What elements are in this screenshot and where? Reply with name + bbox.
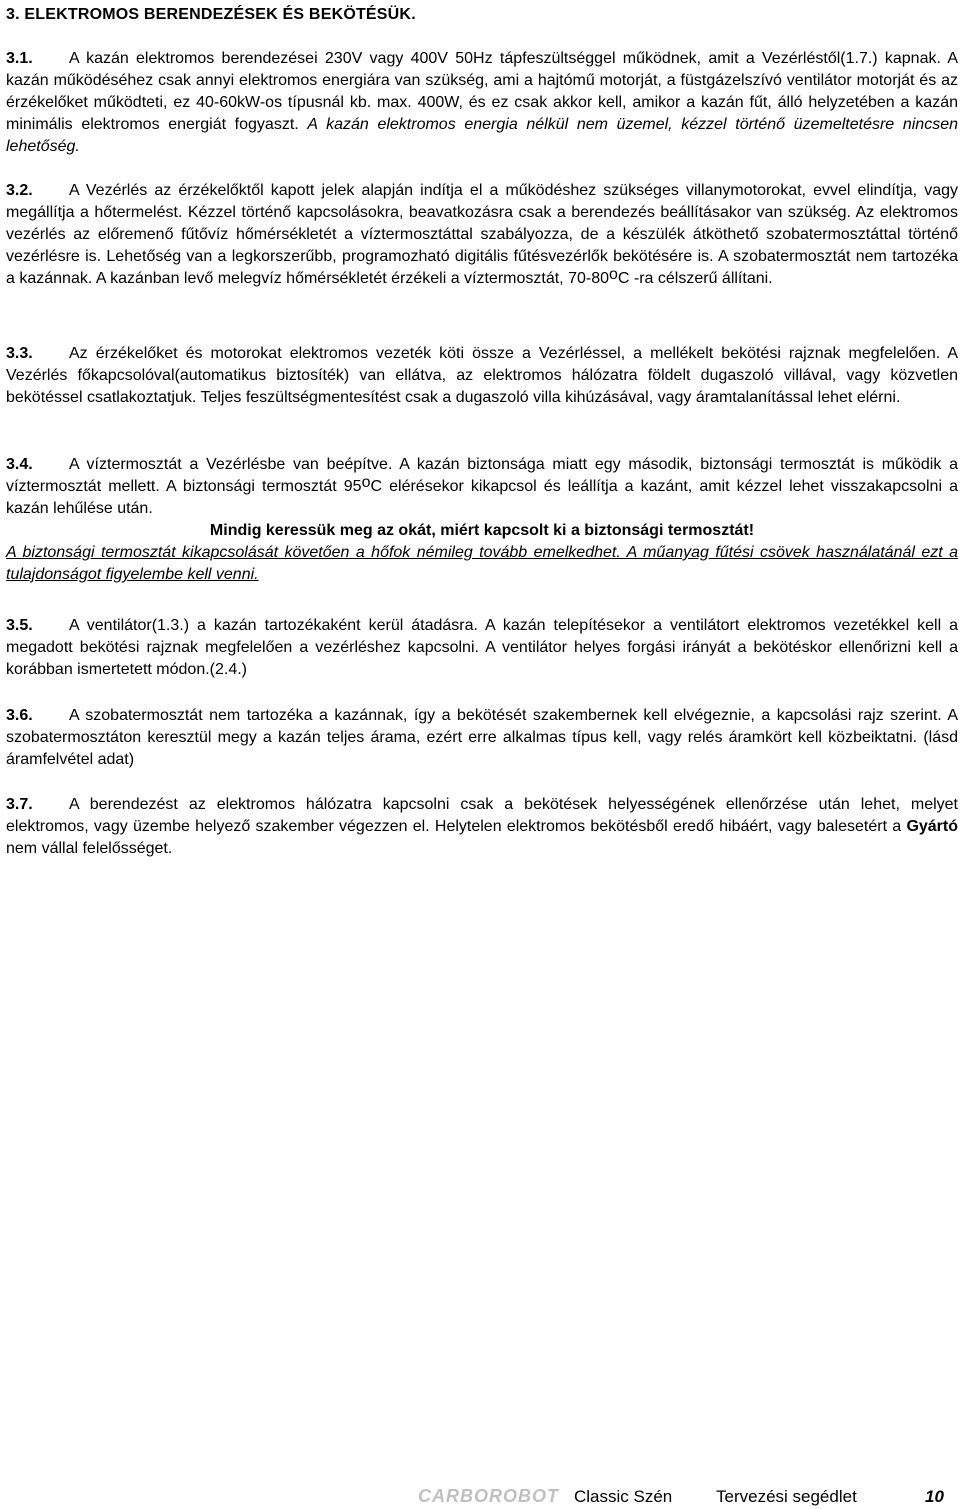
safety-note: A biztonsági termosztát kikapcsolását követően a hőfok némileg tovább emelkedhet. A műanyag fűtési csövek használatánál ezt a tulajdonságot figyelembe kell venni.	[6, 544, 958, 583]
section-text: A berendezést az elektromos hálózatra kapcsolni csak a bekötések helyességének ellenőrzése után lehet, melyet elektromos, vagy üzembe helyező szakember végezzen el. Helytelen elektromos bekötésből eredő hibáért, vagy balesetért a	[6, 796, 958, 835]
chapter-heading: 3. ELEKTROMOS BERENDEZÉSEK ÉS BEKÖTÉSÜK.	[6, 6, 416, 23]
section-3-5	[6, 615, 958, 681]
section-3-6	[6, 705, 958, 771]
manufacturer-label: Gyártó	[906, 818, 959, 835]
section-text-tail: nem vállal felelősséget.	[6, 840, 173, 857]
section-text-tail: C -ra célszerű állítani.	[617, 270, 773, 287]
section-text: A szobatermosztát nem tartozéka a kazánnak, így a bekötését szakembernek kell elvégeznie, a kapcsolási rajz szerint. A szobatermosztáton keresztül megy a kazán teljes árama, ezért erre alkalmas típus kell, vagy relés áramkört kell közbeiktatni. (lásd áramfelvétel adat)	[6, 707, 958, 768]
document-type: Tervezési segédlet	[716, 1487, 857, 1506]
section-number: 3.6.	[6, 707, 33, 724]
section-text: A kazán elektromos berendezései 230V vagy 400V 50Hz tápfeszültséggel működnek, amit a Vezérléstől(1.7.) kapnak. A kazán működéséhez csak annyi elektromos energiára van szükség, ami a hajtómű motorját, a füstgázelszívó ventilátor motorját és az érzékelőket működteti, ez 40-60kW-os típusnál kb. max. 400W, és ez csak akkor kell, amikor a kazán fűt, álló helyzetében a kazán minimális elektromos energiát fogyaszt.	[6, 50, 958, 133]
page-footer	[6, 1486, 958, 1508]
section-number: 3.7.	[6, 796, 33, 813]
product-model: Classic Szén	[574, 1487, 673, 1506]
section-3-4	[6, 454, 958, 586]
section-3-1	[6, 48, 958, 158]
section-3-7	[6, 794, 958, 860]
section-text: Az érzékelőket és motorokat elektromos vezeték köti össze a Vezérléssel, a mellékelt bekötési rajznak megfelelően. A Vezérlés főkapcsolóval(automatikus biztosíték) van ellátva, az elektromos hálózatra földelt dugaszoló villával, vagy közvetlen bekötéssel csatlakoztatjuk. Teljes feszültségmentesítést csak a dugaszoló villa kihúzásával, vagy áramtalanítással lehet elérni.	[6, 345, 958, 406]
section-3-3	[6, 343, 958, 409]
section-number: 3.1.	[6, 50, 33, 67]
section-text: A ventilátor(1.3.) a kazán tartozékaként kerül átadásra. A kazán telepítésekor a ventilátort elektromos vezetékkel kell a megadott bekötési rajznak megfelelően a vezérléshez kapcsolni. A ventilátor helyes forgási irányát a bekötéskor ellenőrizni kell a korábban ismertetett módon.(2.4.)	[6, 617, 958, 678]
warning-text: Mindig keressük meg az okát, miért kapcsolt ki a biztonsági termosztát!	[209, 522, 755, 539]
degree-sign: o	[608, 266, 618, 283]
section-text: A Vezérlés az érzékelőktől kapott jelek alapján indítja el a működéshez szükséges villanymotorokat, evvel elindítja, vagy megállítja a hőtermelést. Kézzel történő kapcsolásokra, beavatkozásra csak a berendezés beállításakor van szükség. Az elektromos vezérlés az előremenő fűtővíz hőmérsékletét a víztermosztáttal szabályozza, de a készülék átköthető szobatermosztáttal történő vezérlésre is. Lehetőség van a legkorszerűbb, programozható digitális fűtésvezérlők bekötésére is. A szobatermosztát nem tartozéka a kazánnak. A kazánban levő melegvíz hőmérsékletét érzékeli a víztermosztát, 70-80	[6, 182, 958, 287]
section-number: 3.4.	[6, 456, 33, 473]
section-text: A víztermosztát a Vezérlésbe van beépítve. A kazán biztonsága miatt egy második, biztonsági termosztát is működik a víztermosztát mellett. A biztonsági termosztát 95	[6, 456, 958, 495]
section-number: 3.2.	[6, 182, 33, 199]
degree-sign: o	[361, 474, 371, 491]
section-text-tail: C elérésekor kikapcsol és leállítja a kazánt, amit kézzel lehet visszakapcsolni a kazán lehűlése után.	[6, 478, 958, 517]
brand-logo: CARBOROBOT	[418, 1486, 559, 1506]
page-number: 10	[925, 1487, 944, 1506]
section-number: 3.3.	[6, 345, 33, 362]
section-italic-note: A kazán elektromos energia nélkül nem üzemel, kézzel történő üzemeltetésre nincsen lehetőség.	[6, 116, 959, 155]
section-number: 3.5.	[6, 617, 33, 634]
section-3-2	[6, 180, 958, 290]
